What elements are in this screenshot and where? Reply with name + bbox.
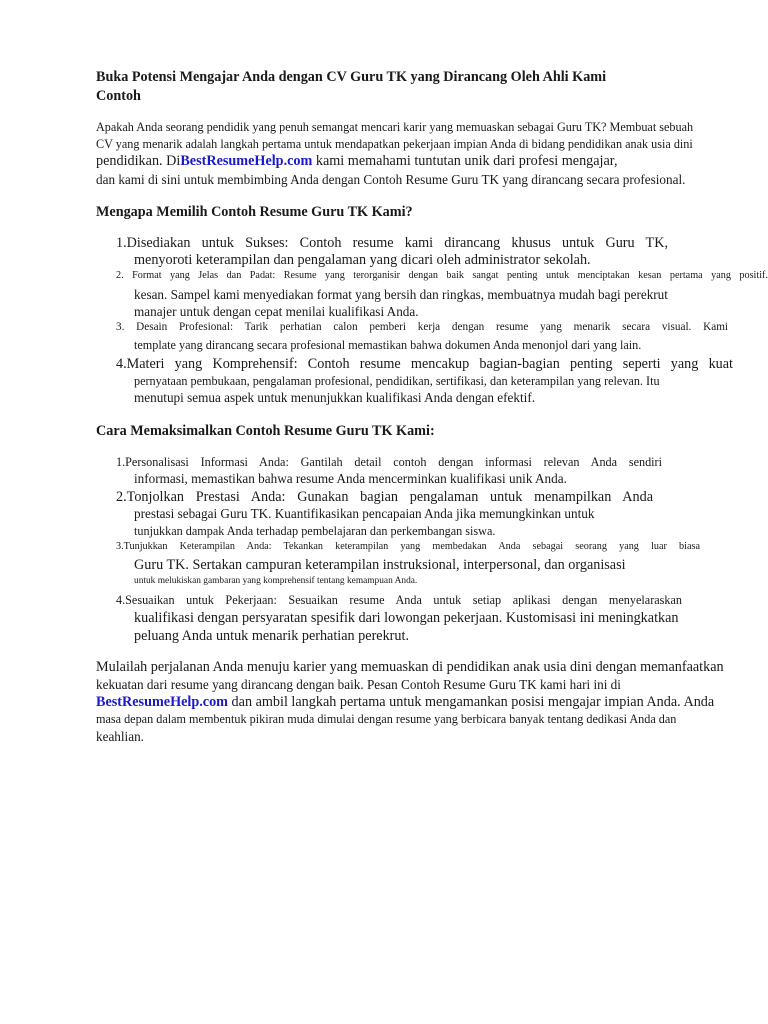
intro-line: CV yang menarik adalah langkah pertama untuk mendapatkan pekerjaan impian Anda di bidang pendidikan anak usia dini (96, 137, 693, 151)
intro-text: pendidikan. Di (96, 153, 181, 169)
list-item-continuation: kesan. Sampel kami menyediakan format yang bersih dan ringkas, membuatnya mudah bagi perekrut (134, 287, 668, 302)
closing-line: masa depan dalam membentuk pikiran muda dimulai dengan resume yang berbicara banyak tentang dedikasi Anda dan (96, 712, 677, 726)
bestresumehelp-link[interactable]: BestResumeHelp.com (180, 153, 313, 169)
list-item: 4.Materi yang Komprehensif: Contoh resume mencakup bagian-bagian penting seperti yang kuat (116, 356, 733, 372)
list-item: 3.Tunjukkan Keterampilan Anda: Tekankan keterampilan yang membedakan Anda sebagai seorang yang luar biasa (116, 541, 700, 552)
closing-line (96, 695, 714, 709)
list-item-continuation: Guru TK. Sertakan campuran keterampilan instruksional, interpersonal, dan organisasi (134, 557, 626, 573)
bestresumehelp-link[interactable]: BestResumeHelp.com (96, 694, 228, 710)
section-heading: Cara Memaksimalkan Contoh Resume Guru TK Kami: (96, 423, 435, 439)
intro-line: dan kami di sini untuk membimbing Anda dengan Contoh Resume Guru TK yang dirancang secara profesional. (96, 172, 686, 187)
list-item: 4.Sesuaikan untuk Pekerjaan: Sesuaikan resume Anda untuk setiap aplikasi dengan menyelaraskan (116, 593, 682, 607)
list-item: 1.Disediakan untuk Sukses: Contoh resume kami dirancang khusus untuk Guru TK, (116, 235, 668, 251)
closing-line: kekuatan dari resume yang dirancang dengan baik. Pesan Contoh Resume Guru TK kami hari ini di (96, 677, 621, 692)
list-item: 2.Tonjolkan Prestasi Anda: Gunakan bagian pengalaman untuk menampilkan Anda (116, 489, 653, 505)
list-item: 3. Desain Profesional: Tarik perhatian calon pemberi kerja dengan resume yang menarik secara visual. Kami (116, 321, 728, 333)
list-item-continuation: informasi, memastikan bahwa resume Anda mencerminkan kualifikasi unik Anda. (134, 471, 567, 486)
page-title: Buka Potensi Mengajar Anda dengan CV Guru TK yang Dirancang Oleh Ahli Kami (96, 69, 607, 85)
list-item-continuation: menutupi semua aspek untuk menunjukkan kualifikasi Anda dengan efektif. (134, 390, 536, 405)
closing-line: keahlian. (96, 729, 144, 744)
intro-line: Apakah Anda seorang pendidik yang penuh semangat mencari karir yang memuaskan sebagai Guru TK? Membuat sebuah (96, 120, 694, 134)
list-item-continuation: pernyataan pembukaan, pengalaman profesional, pendidikan, sertifikasi, dan keterampilan yang relevan. Itu (134, 374, 660, 388)
section-heading: Mengapa Memilih Contoh Resume Guru TK Kami? (96, 204, 413, 220)
list-item-continuation: kualifikasi dengan persyaratan spesifik dari lowongan pekerjaan. Kustomisasi ini meningkatkan (134, 610, 679, 626)
closing-line: Mulailah perjalanan Anda menuju karier yang memuaskan di pendidikan anak usia dini dengan memanfaatkan (96, 659, 724, 675)
list-item-continuation: menyoroti keterampilan dan pengalaman yang dicari oleh administrator sekolah. (134, 252, 591, 268)
intro-line (96, 154, 618, 168)
page-title-continuation: Contoh (96, 88, 141, 104)
list-item-continuation: untuk melukiskan gambaran yang komprehensif tentang kemampuan Anda. (134, 576, 418, 586)
list-item: 2. Format yang Jelas dan Padat: Resume yang terorganisir dengan baik sangat penting untuk menciptakan kesan pertama yang positif. (116, 270, 768, 281)
list-item-continuation: prestasi sebagai Guru TK. Kuantifikasikan pencapaian Anda jika memungkinkan untuk (134, 506, 595, 521)
list-item: 1.Personalisasi Informasi Anda: Gantilah detail contoh dengan informasi relevan Anda sendiri (116, 455, 662, 469)
intro-text: kami memahami tuntutan unik dari profesi mengajar, (312, 153, 618, 169)
closing-text: dan ambil langkah pertama untuk mengamankan posisi mengajar impian Anda. Anda (228, 694, 715, 710)
list-item-continuation: template yang dirancang secara profesional memastikan bahwa dokumen Anda menonjol dari yang lain. (134, 338, 642, 352)
list-item-continuation: tunjukkan dampak Anda terhadap pembelajaran dan perkembangan siswa. (134, 524, 496, 538)
list-item-continuation: manajer untuk dengan cepat menilai kualifikasi Anda. (134, 304, 419, 319)
list-item-continuation: peluang Anda untuk menarik perhatian perekrut. (134, 628, 409, 644)
